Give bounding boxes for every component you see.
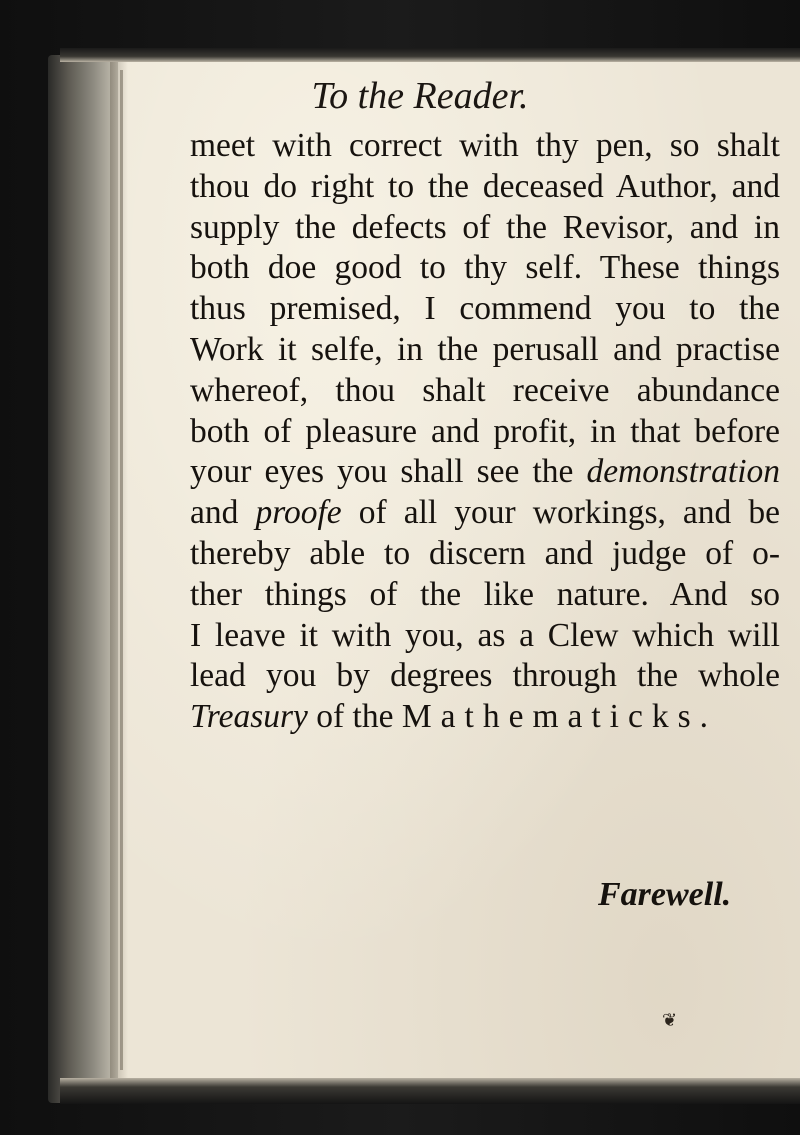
margin-rule: [120, 70, 123, 1070]
text-line: [190, 248, 780, 289]
closing-farewell: Farewell.: [598, 876, 732, 913]
text-line: [190, 208, 780, 249]
text-run: ther things of the like nature. And so: [190, 575, 780, 613]
body-text: [190, 126, 780, 738]
text-run: your eyes you shall see the: [190, 453, 587, 491]
text-line: [190, 126, 780, 167]
text-run: and: [190, 494, 256, 532]
text-run: lead you by degrees through the whole: [190, 657, 780, 695]
text-line: [190, 616, 780, 657]
italic-phrase: Treasury: [190, 698, 308, 736]
text-run: Mathematicks.: [401, 698, 718, 736]
ornament-icon: ❦: [662, 1010, 678, 1031]
text-line: [190, 412, 780, 453]
text-run: Work it selfe, in the perusall and practise: [190, 330, 780, 368]
text-line: [190, 452, 780, 493]
text-line: [190, 167, 780, 208]
text-line: [190, 656, 780, 697]
gutter-shadow: [110, 60, 128, 1100]
text-line: [190, 289, 780, 330]
text-line: [190, 697, 780, 738]
text-run: meet with correct with thy pen, so shalt: [190, 127, 780, 164]
italic-phrase: proofe: [255, 494, 342, 532]
text-run: both of pleasure and profit, in that before: [190, 412, 780, 450]
text-run: of all your workings, and be: [341, 494, 780, 532]
text-run: thereby able to discern and judge of o-: [190, 534, 780, 572]
text-line: [190, 534, 780, 575]
text-run: I leave it with you, as a Clew which will: [190, 616, 780, 654]
text-run: thou do right to the deceased Author, and: [190, 167, 780, 205]
text-run: thus premised, I commend you to the: [190, 290, 780, 328]
page-bottom-edge: [60, 1078, 800, 1104]
text-run: of the: [307, 698, 402, 736]
text-run: both doe good to thy self. These things: [190, 249, 780, 287]
text-run: whereof, thou shalt receive abundance: [190, 371, 780, 409]
text-line: [190, 371, 780, 412]
text-line: [190, 330, 780, 371]
text-run: supply the defects of the Revisor, and in: [190, 208, 780, 246]
italic-phrase: demonstration: [586, 453, 780, 491]
text-line: [190, 493, 780, 534]
page-top-edge: [60, 48, 800, 62]
text-line: [190, 575, 780, 616]
running-head: To the Reader.: [311, 75, 529, 117]
